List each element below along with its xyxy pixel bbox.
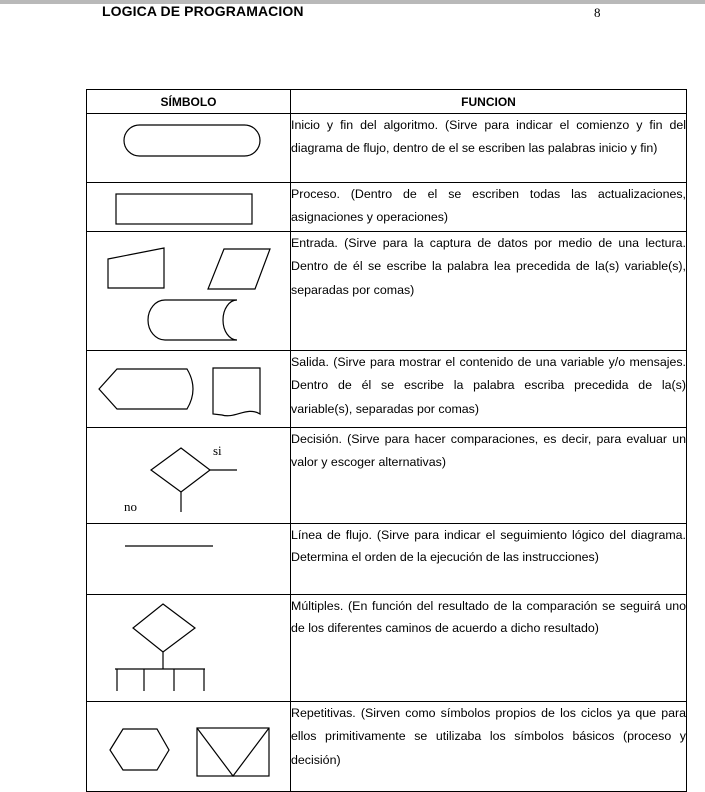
input-symbols-icon xyxy=(87,232,291,351)
table-row xyxy=(87,524,687,595)
table-row xyxy=(87,114,687,183)
symbols-table xyxy=(86,89,687,792)
function-text: Decisión. (Sirve para hacer comparaciones, es decir, para evaluar un valor y escoger alternativas) xyxy=(291,428,687,524)
process-symbol-icon xyxy=(87,183,291,232)
function-text: Repetitivas. (Sirven como símbolos propios de los ciclos ya que para ellos primitivamente se utilizaba los símbolos básicos (proceso y decisión) xyxy=(291,702,687,792)
symbol-cell xyxy=(87,183,291,232)
decision-no-label: no xyxy=(124,499,137,514)
table-row xyxy=(87,351,687,428)
table-row xyxy=(87,595,687,702)
flow-line-symbol-icon xyxy=(87,524,291,595)
table-row xyxy=(87,232,687,351)
table-row xyxy=(87,428,687,524)
function-text: Entrada. (Sirve para la captura de datos por medio de una lectura. Dentro de él se escribe la palabra lea precedida de la(s) variable(s), separadas por comas) xyxy=(291,232,687,351)
page-header-title: LOGICA DE PROGRAMACION xyxy=(102,3,304,19)
symbol-cell xyxy=(87,232,291,351)
function-text: Línea de flujo. (Sirve para indicar el seguimiento lógico del diagrama. Determina el orden de la ejecución de las instrucciones) xyxy=(291,524,687,595)
symbol-cell xyxy=(87,524,291,595)
symbol-cell xyxy=(87,114,291,183)
function-text: Proceso. (Dentro de el se escriben todas las actualizaciones, asignaciones y operaciones) xyxy=(291,183,687,232)
function-text: Múltiples. (En función del resultado de la comparación se seguirá uno de los diferentes caminos de acuerdo a dicho resultado) xyxy=(291,595,687,702)
symbol-cell xyxy=(87,595,291,702)
symbol-cell xyxy=(87,428,291,524)
function-text: Salida. (Sirve para mostrar el contenido de una variable y/o mensajes. Dentro de él se escribe la palabra escriba precedida de la(s) variable(s), separadas por comas) xyxy=(291,351,687,428)
output-symbols-icon xyxy=(87,351,291,428)
table-header-row xyxy=(87,90,687,114)
repetitive-symbols-icon xyxy=(87,702,291,792)
symbol-cell xyxy=(87,351,291,428)
terminal-symbol-icon xyxy=(87,114,291,183)
table-row xyxy=(87,702,687,792)
column-header-function: FUNCION xyxy=(291,90,687,114)
table-row xyxy=(87,183,687,232)
function-text: Inicio y fin del algoritmo. (Sirve para indicar el comienzo y fin del diagrama de flujo, dentro de el se escriben las palabras inicio y fin) xyxy=(291,114,687,183)
column-header-symbol: SÍMBOLO xyxy=(87,90,291,114)
multiple-symbol-icon xyxy=(87,595,291,702)
symbol-cell xyxy=(87,702,291,792)
decision-yes-label: si xyxy=(213,443,222,458)
page-number: 8 xyxy=(594,5,601,20)
decision-symbol-icon xyxy=(87,428,291,524)
